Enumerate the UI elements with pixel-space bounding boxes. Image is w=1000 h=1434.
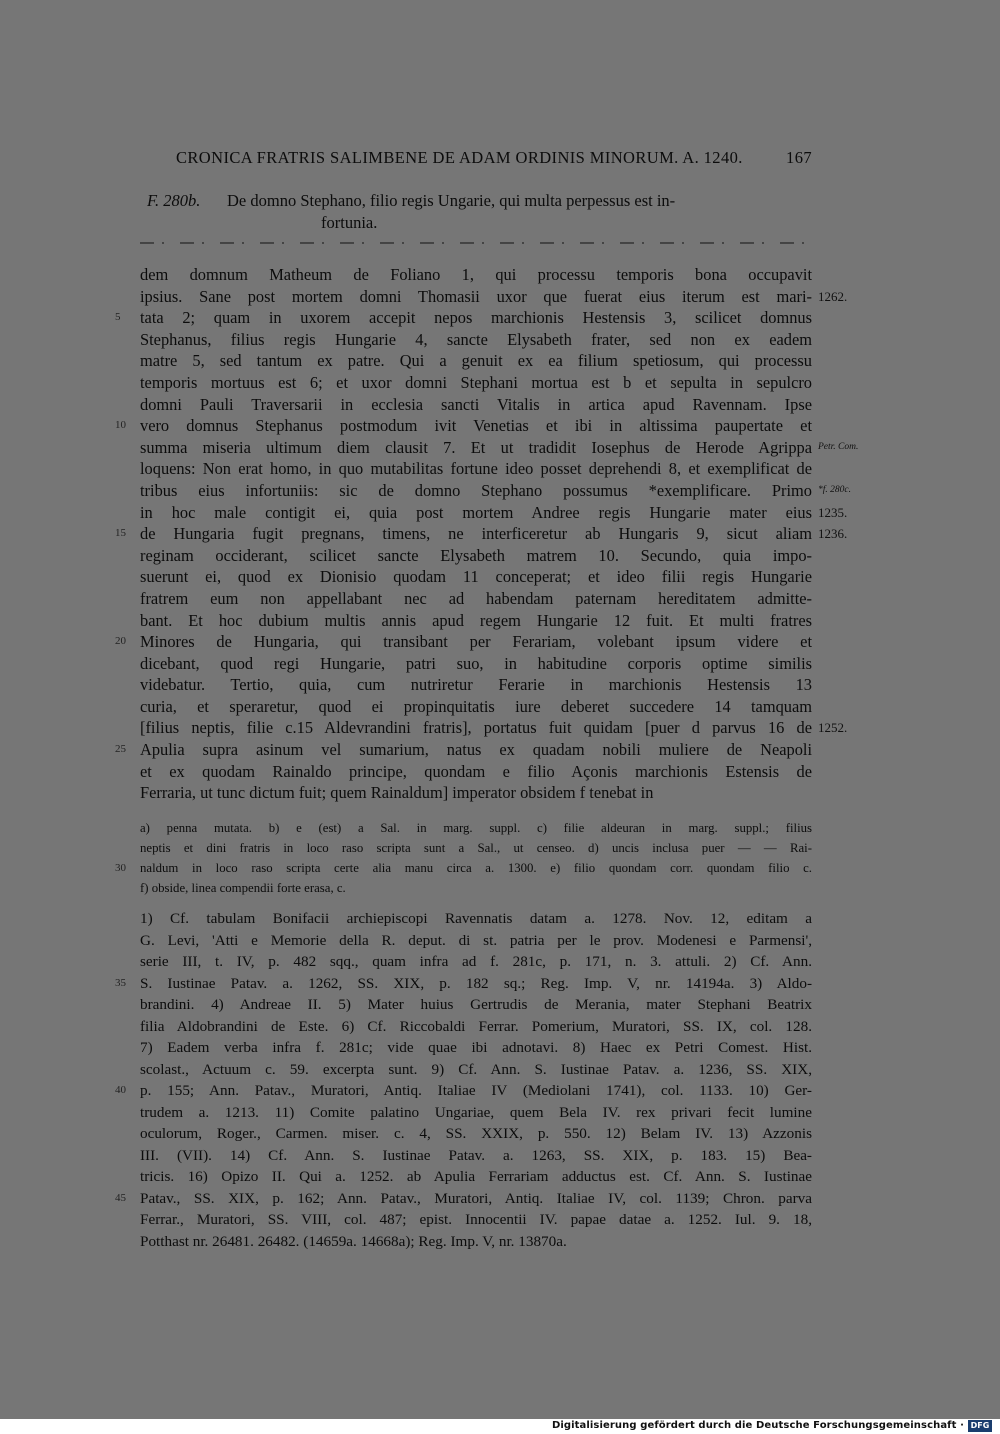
body-line-text: fratrem eum non appellabant nec ad habendam paternam hereditatem admitte- — [140, 588, 812, 608]
line-number: 5 — [115, 311, 121, 324]
body-line-text: summa miseria ultimum diem clausit 7. Et ut tradidit Iosephus de Herode Agrippa — [140, 437, 812, 457]
body-line-text: tata 2; quam in uxorem accepit nepos marchionis Hestensis 3, scilicet domnus — [140, 308, 812, 328]
line-number: 10 — [115, 419, 126, 432]
source_notes-line-text: Ferrar., Muratori, SS. VIII, col. 487; epist. Innocentii IV. papae datae a. 1252. Iul. 9. 18, — [140, 1211, 812, 1228]
body-line — [140, 566, 812, 588]
source_notes-line-text: p. 155; Ann. Patav., Muratori, Antiq. Italiae IV (Mediolani 1741), col. 1133. 10) Ger- — [140, 1082, 812, 1099]
source-footnotes — [115, 908, 812, 1252]
source_notes-line — [140, 908, 812, 930]
body-line — [115, 307, 812, 329]
source_notes-line — [115, 973, 812, 995]
body-line — [140, 696, 812, 718]
margin-note: *f. 280c. — [818, 484, 851, 495]
critical-apparatus — [115, 818, 812, 898]
body-line-text: loquens: Non erat homo, in quo mutabilitas fortune ideo posset deprehendi 8, et exemplificat de — [140, 459, 812, 479]
source_notes-line — [140, 994, 812, 1016]
body-line-text: tribus eius infortuniis: sic de domno Stephano possumus *exemplificare. Primo — [140, 480, 812, 500]
body-line-text: Minores de Hungaria, qui transibant per Ferariam, volebant ipsum videre et — [140, 632, 812, 652]
source_notes-line — [140, 1231, 812, 1253]
body-line — [140, 717, 848, 739]
line-number: 25 — [115, 743, 126, 756]
source_notes-line — [140, 1145, 812, 1167]
chapter-heading-text — [227, 190, 812, 234]
source_notes-line-text: tricis. 16) Opizo II. Qui a. 1252. ab Apulia Ferrariam adductus est. Cf. Ann. S. Iustinae — [140, 1168, 812, 1185]
body-line — [140, 674, 812, 696]
body-line — [115, 739, 812, 761]
body-line-text: bant. Et hoc dubium multis annis apud regem Hungarie 12 fuit. Et multi fratres — [140, 610, 812, 630]
body-line — [140, 437, 859, 459]
body-line-text: vero domnus Stephanus postmodum ivit Venetias et ibi in altissima paupertate et — [140, 416, 812, 436]
body-line — [140, 350, 812, 372]
body-line — [140, 761, 812, 783]
page-number: 167 — [786, 148, 812, 167]
source_notes-line-text: brandini. 4) Andreae II. 5) Mater huius Gertrudis de Merania, mater Stephani Beatrix — [140, 996, 812, 1013]
body-line-text: [filius neptis, filie c.15 Aldevrandini fratris], portatus fuit quidam [puer d parvus 16 de — [140, 718, 812, 738]
folio-reference: F. 280b. — [147, 191, 201, 210]
source_notes-line-text: 1) Cf. tabulam Bonifacii archiepiscopi Ravennatis datam a. 1278. Nov. 12, editam a — [140, 910, 812, 927]
critical_notes-line-text: a) penna mutata. b) e (est) a Sal. in marg. suppl. c) filie aldeuran in marg. suppl.; filius — [140, 821, 812, 835]
source_notes-line — [140, 930, 812, 952]
margin-note: 1235. — [818, 504, 848, 520]
body-line-text: Apulia supra asinum vel sumarium, natus ex quadam nobili muliere de Neapoli — [140, 740, 812, 760]
chapter-heading-line-2: fortunia. — [321, 213, 378, 232]
source_notes-line-text: 7) Eadem verba infra f. 281c; vide quae ibi adnotavi. 8) Haec ex Petri Comest. Hist. — [140, 1039, 812, 1056]
body-line — [140, 286, 848, 308]
chapter-heading-line-1: De domno Stephano, filio regis Ungarie, qui multa perpessus est in- — [227, 191, 676, 210]
critical_notes-line-text: naldum in loco raso scripta certe alia manu circa a. 1300. e) filio quondam corr. quondam filio c. — [140, 861, 812, 875]
body-line-text: et ex quodam Rainaldo principe, quondam e filio Açonis marchionis Estensis de — [140, 761, 812, 781]
body-line-text: dem domnum Matheum de Foliano 1, qui processu temporis bona occupavit — [140, 265, 812, 284]
body-line — [140, 545, 812, 567]
main-text — [115, 264, 859, 804]
body-line — [140, 372, 812, 394]
critical_notes-line-text: neptis et dini fratris in loco raso scripta sunt a Sal., ut censeo. d) uncis inclusa puer — — Rai- — [140, 841, 812, 855]
source_notes-line-text: oculorum, Roger., Carmen. miser. c. 4, SS. XXIX, p. 550. 12) Belam IV. 13) Azzonis — [140, 1125, 812, 1142]
body-line-text: matre 5, sed tantum ex patre. Qui a genuit ex ea filium spetiosum, qui processu — [140, 351, 812, 371]
critical_notes-line — [140, 838, 812, 858]
footer-credit: Digitalisierung gefördert durch die Deutsche Forschungsgemeinschaft · — [551, 1420, 964, 1431]
body-line — [140, 480, 851, 502]
body-line-text: Stephanus, filius regis Hungarie 4, sancte Elysabeth frater, sed non ex eadem — [140, 329, 812, 349]
source_notes-line-text: filia Aldobrandini de Este. 6) Cf. Riccobaldi Ferrar. Pomerium, Muratori, SS. IX, col. 128. — [140, 1017, 812, 1035]
body-line-text: videbatur. Tertio, quia, cum nutriretur Ferarie in marchionis Hestensis 13 — [140, 675, 812, 695]
source_notes-line-text: G. Levi, 'Atti e Memorie della R. deput. di st. patria per le prov. Modenesi e Parmensi', — [140, 931, 812, 949]
body-line — [140, 782, 812, 804]
source_notes-line — [140, 1209, 812, 1231]
critical_notes-line — [140, 818, 812, 838]
margin-note: 1262. — [818, 288, 848, 304]
running-head-title: CRONICA FRATRIS SALIMBENE DE ADAM ORDINIS MINORUM. A. 1240. — [176, 148, 743, 167]
margin-note: 1236. — [818, 526, 848, 542]
body-line — [115, 631, 812, 653]
source_notes-line-text: trudem a. 1213. 11) Comite palatino Ungariae, quem Bela IV. rex privari fecit lumine — [140, 1103, 812, 1121]
body-line-text: in hoc male contigit ei, quia post mortem Andree regis Hungarie mater eius — [140, 502, 812, 522]
body-line — [115, 415, 812, 437]
line-number: 20 — [115, 635, 126, 648]
dfg-logo: DFG — [968, 1420, 992, 1432]
body-line-text: Ferraria, ut tunc dictum fuit; quem Rainaldum] imperator obsidem f tenebat in — [140, 783, 654, 803]
critical_notes-line-text: f) obside, linea compendii forte erasa, c. — [140, 881, 346, 895]
footer-bar — [0, 1419, 1000, 1434]
margin-note: 1252. — [818, 720, 848, 736]
source_notes-line — [115, 1188, 812, 1210]
source_notes-line — [140, 1037, 812, 1059]
line-number: 45 — [115, 1191, 126, 1204]
body-line — [140, 610, 812, 632]
critical_notes-line — [140, 878, 812, 898]
source_notes-line-text: S. Iustinae Patav. a. 1262, SS. XIX, p. 182 sq.; Reg. Imp. V, nr. 14194a. 3) Aldo- — [140, 974, 812, 992]
body-line-text: curia, et speraretur, quod ei propinquitatis iure deberet succedere 14 tamquam — [140, 696, 812, 716]
source_notes-line-text: Potthast nr. 26481. 26482. (14659a. 14668a); Reg. Imp. V, nr. 13870a. — [140, 1232, 567, 1250]
critical_notes-line — [115, 858, 812, 878]
body-line — [140, 394, 812, 416]
body-line — [140, 653, 812, 675]
margin-note: Petr. Com. — [818, 441, 859, 452]
source_notes-line — [140, 1102, 812, 1124]
source_notes-line — [140, 1166, 812, 1188]
body-line — [140, 588, 812, 610]
body-line-text: de Hungaria fugit pregnans, timens, ne interficeretur ab Hungaris 9, sicut aliam — [140, 524, 812, 544]
body-line-text: reginam occiderant, scilicet sancte Elysabeth matrem 10. Secundo, quia impo- — [140, 545, 812, 565]
separator-rule — [140, 242, 812, 243]
body-line — [140, 458, 812, 480]
source_notes-line — [115, 1080, 812, 1102]
line-number: 40 — [115, 1084, 126, 1096]
body-line — [140, 329, 812, 351]
line-number: 30 — [115, 862, 126, 874]
line-number: 15 — [115, 527, 126, 540]
body-line-text: dicebant, quod regi Hungarie, patri suo, in habitudine corporis optime similis — [140, 653, 812, 673]
source_notes-line — [140, 1059, 812, 1081]
source_notes-line — [140, 1123, 812, 1145]
body-line-text: ipsius. Sane post mortem domni Thomasii uxor que fuerat eius iterum est mari- — [140, 286, 812, 306]
source_notes-line-text: Patav., SS. XIX, p. 162; Ann. Patav., Muratori, Antiq. Italiae IV, col. 1139; Chron. parva — [140, 1189, 812, 1207]
source_notes-line-text: III. (VII). 14) Cf. Ann. S. Iustinae Patav. a. 1263, SS. XIX, p. 183. 15) Bea- — [140, 1146, 812, 1164]
source_notes-line-text: scolast., Actuum c. 59. excerpta sunt. 9) Cf. Ann. S. Iustinae Patav. a. 1236, SS. XIX, — [140, 1060, 812, 1078]
source_notes-line — [140, 1016, 812, 1038]
body-line — [140, 502, 848, 524]
body-line-text: domni Pauli Traversarii in ecclesia sancti Vitalis in artica apud Ravennam. Ipse — [140, 394, 812, 414]
line-number: 35 — [115, 976, 126, 989]
source_notes-line-text: serie III, t. IV, p. 482 sqq., quam infra ad f. 281c, p. 171, n. 3. attuli. 2) Cf. Ann. — [140, 953, 812, 970]
body-line-text: suerunt ei, quod ex Dionisio quodam 11 conceperat; et ideo filii regis Hungarie — [140, 567, 812, 587]
source_notes-line — [140, 951, 812, 973]
body-line-text: temporis mortuus est 6; et uxor domni Stephani mortua est b et sepulta in sepulcro — [140, 372, 812, 392]
body-line — [140, 264, 812, 286]
body-line — [115, 523, 848, 545]
